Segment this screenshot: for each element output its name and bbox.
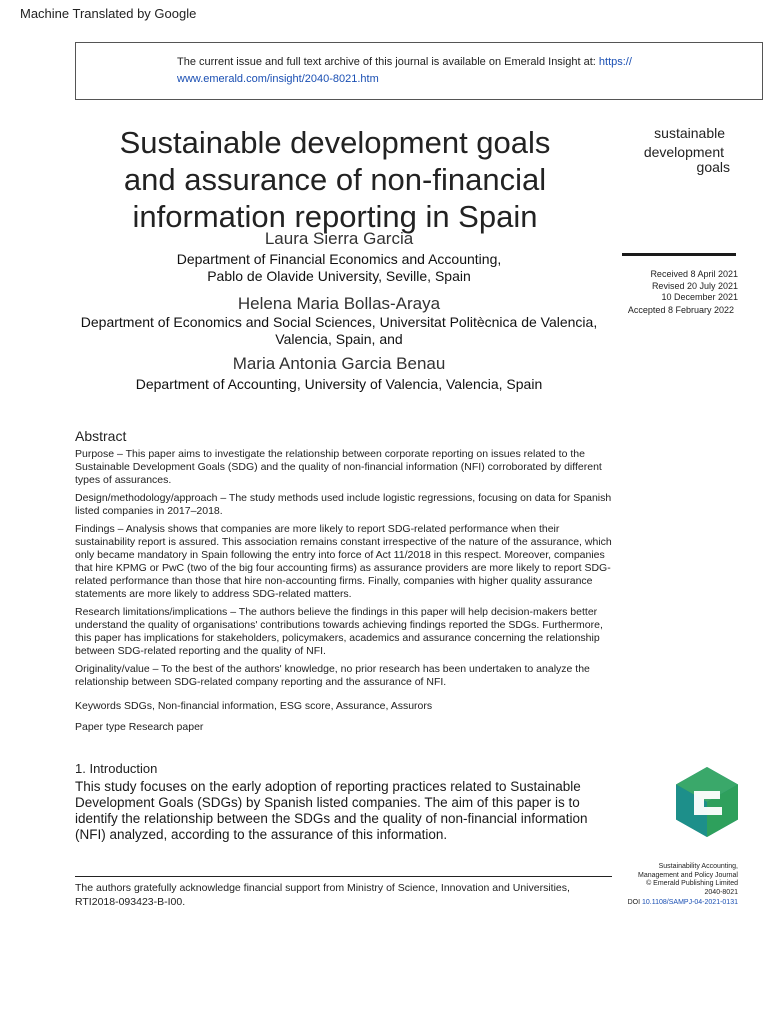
date-revised-2: 10 December 2021 [661,292,738,302]
journal-notice-text [177,54,657,88]
doi-link[interactable]: 10.1108/SAMPJ-04-2021-0131 [642,899,738,906]
running-title [612,124,730,177]
footnote: The authors gratefully acknowledge financial support from Ministry of Science, Innovation and Universities, RTI2018-093423-B-I00. [75,882,570,908]
journal-line: Management and Policy Journal [637,871,738,879]
doi-label: DOI [627,899,642,906]
abstract-findings: Findings – Analysis shows that companies are more likely to report SDG-related performance when their sustainability report is assured. This association remains constant irrespective of the nature of the assurance, which only became mandatory in Spain following the entry into force of Act 11/2018 in this respect. Moreover, companies that hire KPMG or PwC (two of the big four accounting firms) as assurance providers are more likely to report SDG-related performance than those that hire non-accounting firms. Finally, companies with higher quality assurance statements are more likely to address SDG-related matters. [75,523,612,600]
affiliation-line: Pablo de Olavide University, Seville, Spain [207,268,471,284]
notice-link-part2[interactable]: www.emerald.com/insight/2040-8021.htm [177,73,379,85]
journal-line: 2040-8021 [704,888,738,896]
date-accepted: Accepted 8 February 2022 [627,304,734,315]
journal-info [600,863,738,897]
affiliation-line: Department of Financial Economics and Accounting, [176,251,502,267]
affiliation-line: Department of Accounting, University of Valencia, Valencia, Spain [135,376,543,392]
sidebar-rule [622,253,736,256]
running-title-line: sustainable [654,125,725,141]
machine-translation-banner: Machine Translated by Google [20,6,197,21]
author-affiliation-2 [70,314,608,348]
abstract-body [75,448,620,694]
keywords: Keywords SDGs, Non-financial information, ESG score, Assurance, Assurors [75,700,433,712]
author-name-3: Maria Antonia Garcia Benau [232,354,446,373]
abstract-heading: Abstract [75,428,127,444]
notice-text: The current issue and full text archive of this journal is available on Emerald Insight at: [177,56,599,68]
affiliation-line: Department of Economics and Social Sciences, Universitat Politècnica de Valencia, [80,314,598,330]
paper-title: Sustainable development goals and assurance of non-financial information reporting in Spain [119,125,551,234]
affiliation-line: Valencia, Spain, and [275,331,403,347]
notice-link-part1[interactable]: https:// [598,56,632,68]
date-revised: Revised 20 July 2021 [651,280,738,291]
author-name-2: Helena Maria Bollas-Araya [237,294,441,313]
date-received: Received 8 April 2021 [650,269,738,279]
author-affiliation-1 [80,251,598,285]
footnote-rule [75,876,612,877]
paper-type: Paper type Research paper [75,721,204,733]
abstract-design: Design/methodology/approach – The study methods used include logistic regressions, focusing on data for Spanish listed companies in 2017–2018. [75,492,612,517]
abstract-purpose: Purpose – This paper aims to investigate the relationship between corporate reporting on issues related to the Sustainable Development Goals (SDG) and the quality of non-financial information (NFI) corroborated by different types of assurances. [75,448,602,486]
introduction-body: This study focuses on the early adoption of reporting practices related to Sustainable Development Goals (SDGs) by Spanish listed companies. The aim of this paper is to identify the relationship between the SDGs and the quality of non-financial information (NFI) analyzed, according to the assurance of this information. [75,779,588,842]
journal-line: Sustainability Accounting, [658,863,738,870]
emerald-logo-icon [676,767,738,837]
running-title-line: goals [696,159,730,175]
author-name-1: Laura Sierra Garcia [264,229,414,248]
abstract-limitations: Research limitations/implications – The authors believe the findings in this paper will help decision-makers better understand the quality of organisations' contributions towards achieving findings reported the SDGs. Furthermore, this paper has implications for stakeholders, policymakers, academics and assurance concerning the relationship between SDG-related reporting and the quality of NFI. [75,606,603,657]
abstract-originality: Originality/value – To the best of the authors' knowledge, no prior research has been undertaken to analyze the relationship between SDG-related company reporting and the assurance of NFI. [75,663,590,688]
introduction-heading: 1. Introduction [75,761,158,776]
running-title-line: development [643,144,724,160]
article-dates [600,269,738,316]
journal-line: © Emerald Publishing Limited [646,880,738,887]
author-affiliation-3 [80,376,598,393]
